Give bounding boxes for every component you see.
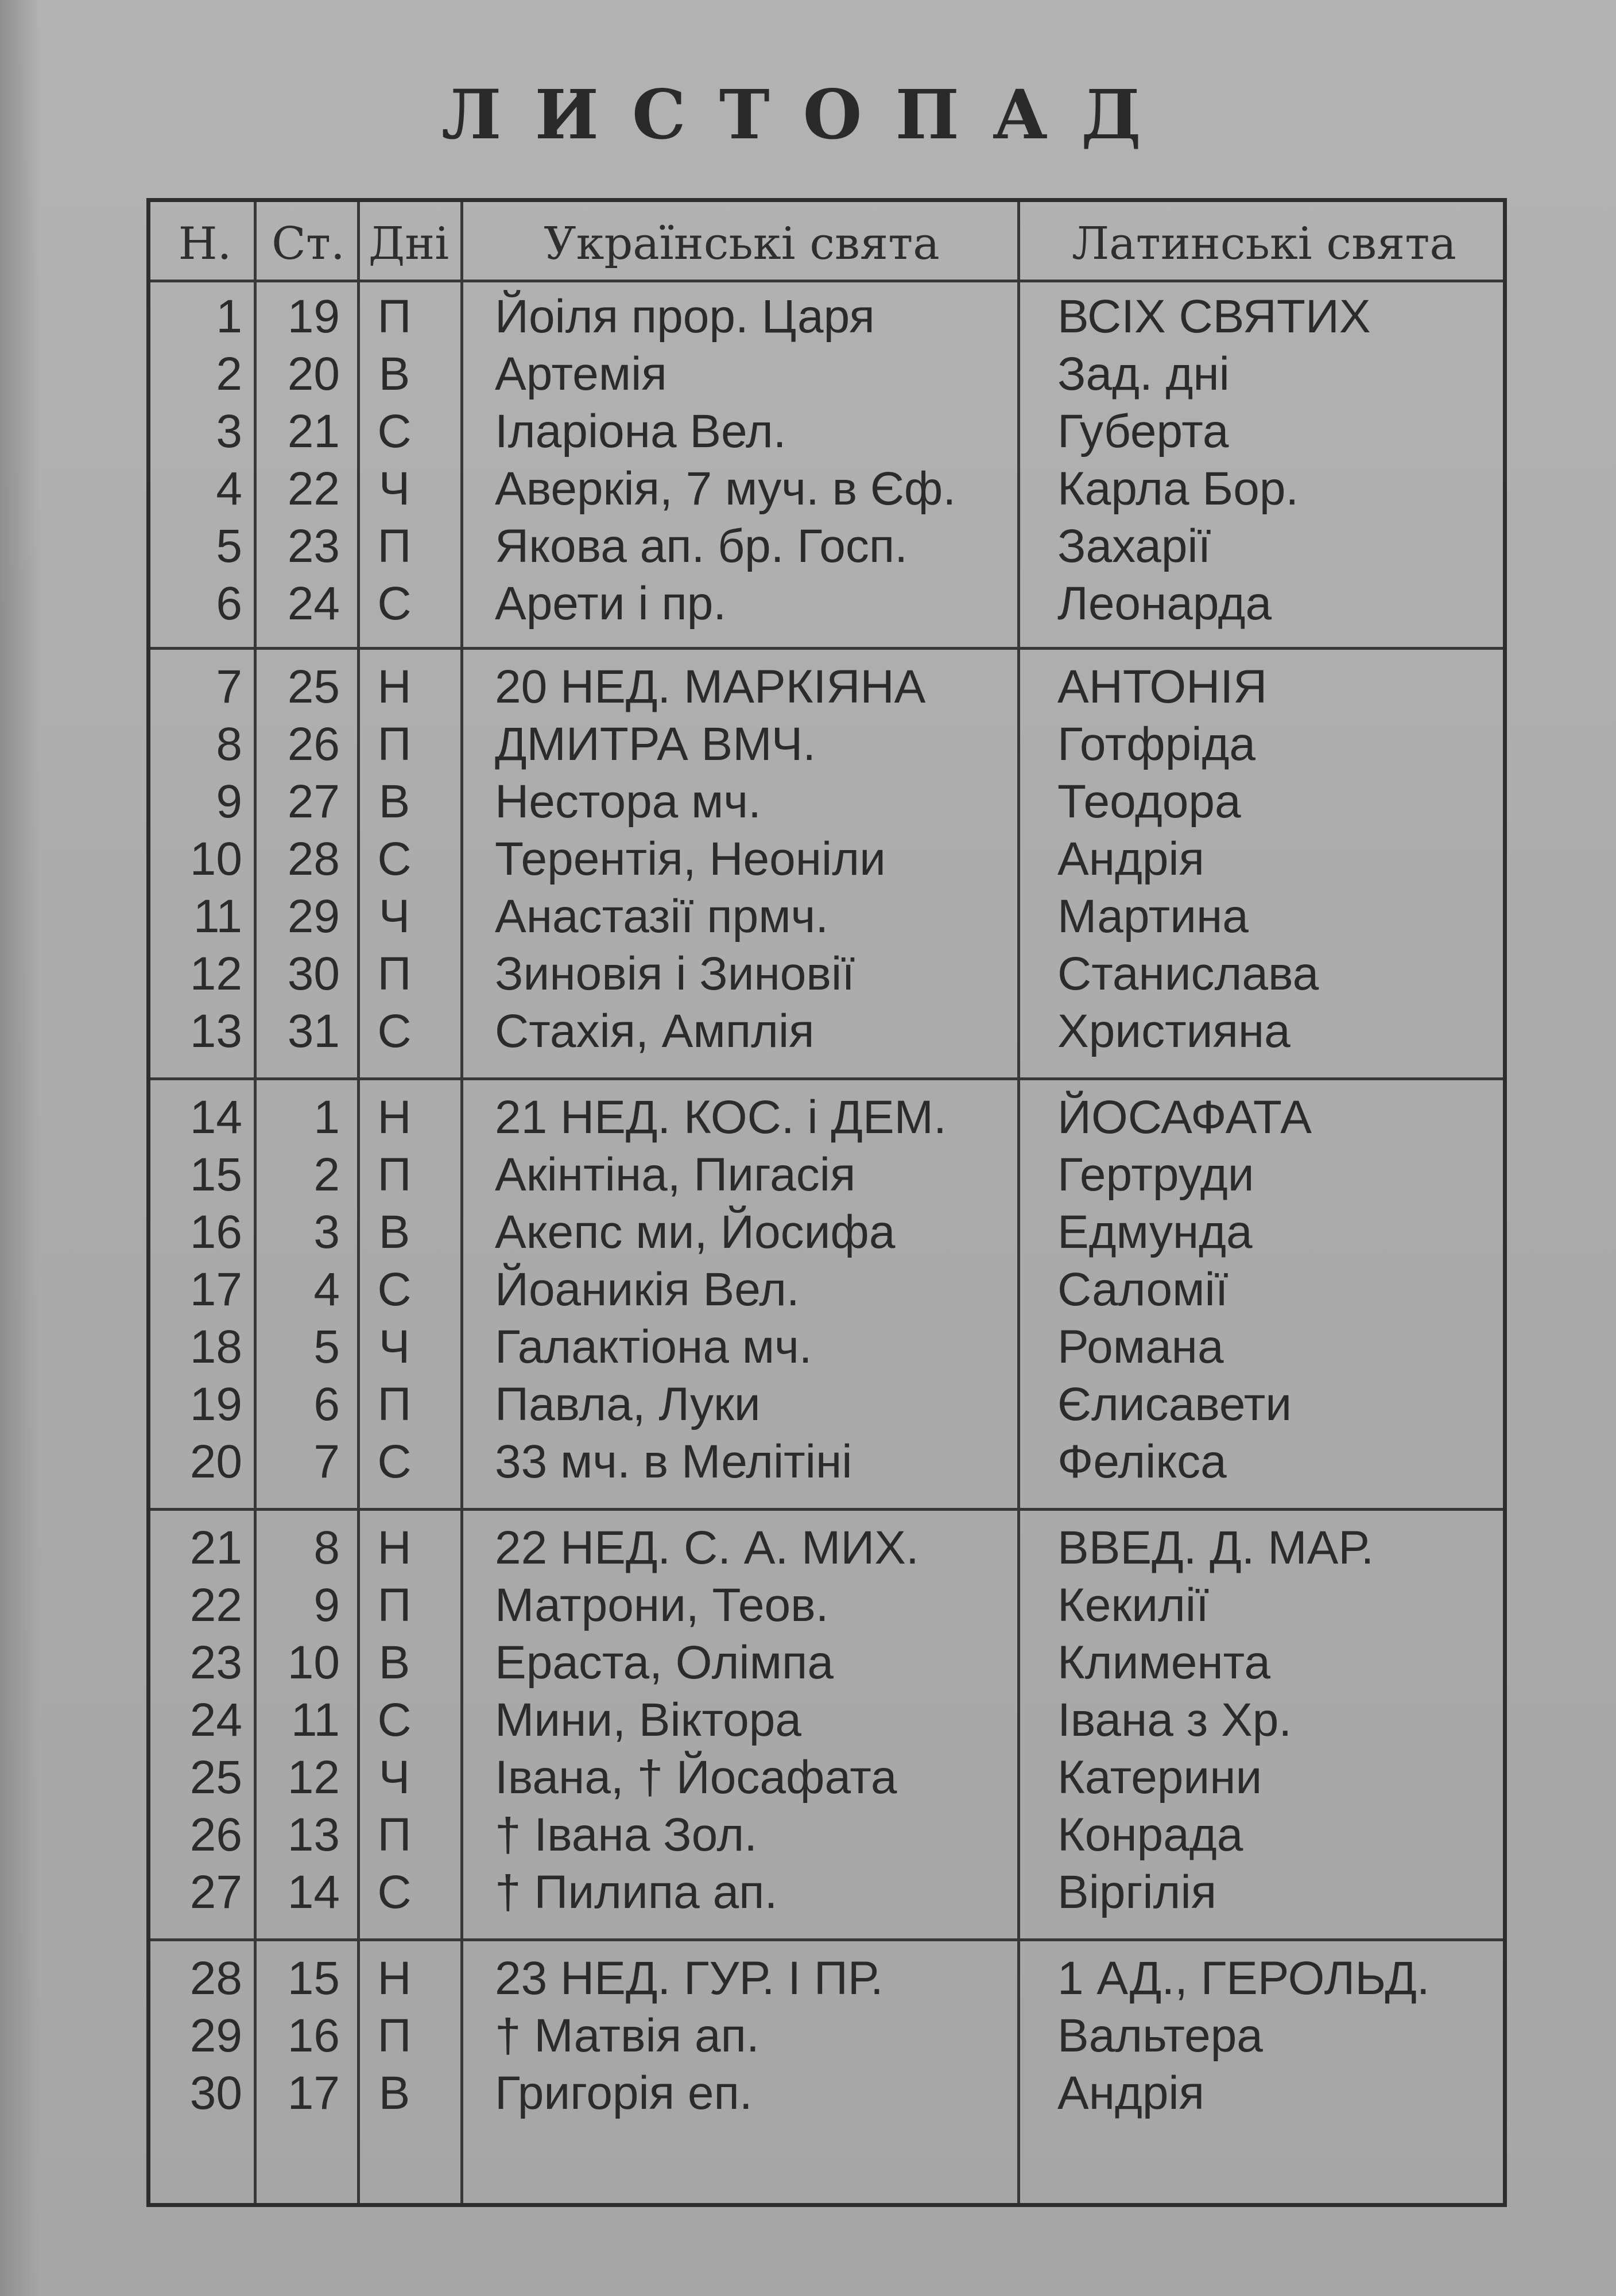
cell-weekday: Ч [378, 890, 410, 943]
cell-date-new: 20 [189, 1436, 242, 1488]
cell-date-new: 17 [189, 1263, 242, 1316]
cell-date-new: 18 [189, 1321, 242, 1373]
cell-ukrainian-feast: 23 НЕД. ГУР. І ПР. [495, 1952, 883, 2004]
cell-latin-feast: Андрія [1057, 2067, 1205, 2119]
cell-date-old: 1 [313, 1091, 340, 1143]
cell-date-old: 27 [287, 775, 340, 828]
cell-date-new: 14 [189, 1091, 242, 1143]
cell-date-old: 31 [287, 1005, 340, 1057]
cell-latin-feast: Зад. дні [1057, 348, 1230, 400]
cell-weekday: Н [377, 1522, 412, 1574]
cell-date-new: 21 [189, 1522, 242, 1574]
table-row [150, 1864, 1503, 1921]
cell-weekday: П [377, 1378, 412, 1430]
cell-date-old: 12 [287, 1751, 340, 1804]
cell-date-old: 29 [287, 890, 340, 943]
week-divider-1 [150, 647, 1503, 650]
cell-latin-feast: Мартина [1057, 890, 1249, 943]
cell-date-new: 1 [216, 290, 242, 343]
cell-weekday: Ч [378, 1751, 410, 1804]
cell-weekday: С [377, 833, 412, 885]
cell-ukrainian-feast: Галактіона мч. [495, 1321, 812, 1373]
cell-date-new: 3 [216, 405, 242, 457]
cell-date-new: 5 [216, 520, 242, 572]
table-row [150, 1519, 1503, 1577]
cell-weekday: В [378, 348, 410, 400]
cell-date-new: 15 [189, 1149, 242, 1201]
table-row [150, 945, 1503, 1003]
cell-ukrainian-feast: Терентія, Неоніли [495, 833, 886, 885]
cell-date-new: 16 [189, 1206, 242, 1258]
cell-ukrainian-feast: Акінтіна, Пигасія [495, 1149, 856, 1201]
cell-date-old: 16 [287, 2010, 340, 2062]
cell-date-old: 19 [287, 290, 340, 343]
cell-latin-feast: Леонарда [1057, 577, 1272, 630]
cell-date-old: 2 [313, 1149, 340, 1201]
cell-date-old: 14 [287, 1866, 340, 1918]
table-row [150, 1634, 1503, 1692]
table-row [150, 1146, 1503, 1204]
cell-date-new: 6 [216, 577, 242, 630]
cell-date-old: 30 [287, 948, 340, 1000]
cell-ukrainian-feast: Якова ап. бр. Госп. [495, 520, 908, 572]
table-row [150, 1089, 1503, 1146]
table-row [150, 1577, 1503, 1634]
cell-ukrainian-feast: † Матвія ап. [495, 2010, 759, 2062]
cell-ukrainian-feast: Йоіля прор. Царя [495, 290, 875, 343]
cell-date-old: 11 [290, 1694, 340, 1746]
cell-latin-feast: Конрада [1057, 1809, 1243, 1861]
cell-weekday: С [377, 1263, 412, 1316]
cell-latin-feast: Теодора [1057, 775, 1241, 828]
header-days: Дні [368, 218, 449, 270]
cell-ukrainian-feast: Арети і пр. [495, 577, 727, 630]
cell-weekday: П [377, 1579, 412, 1631]
cell-date-new: 23 [189, 1636, 242, 1689]
cell-date-new: 10 [189, 833, 242, 885]
cell-date-old: 6 [313, 1378, 340, 1430]
table-row [150, 1204, 1503, 1261]
cell-date-old: 25 [287, 661, 340, 713]
cell-date-new: 12 [189, 948, 242, 1000]
cell-date-new: 29 [189, 2010, 242, 2062]
week-divider-3 [150, 1508, 1503, 1511]
cell-latin-feast: ВСІХ СВЯТИХ [1057, 290, 1371, 343]
cell-ukrainian-feast: † Пилипа ап. [495, 1866, 778, 1918]
cell-weekday: П [377, 1809, 412, 1861]
week-divider-4 [150, 1938, 1503, 1941]
cell-latin-feast: Івана з Хр. [1057, 1694, 1292, 1746]
cell-weekday: С [377, 1005, 412, 1057]
table-row [150, 888, 1503, 945]
cell-ukrainian-feast: Акепс ми, Йосифа [495, 1206, 896, 1258]
cell-weekday: С [377, 1694, 412, 1746]
header-st: Ст. [272, 218, 345, 270]
cell-date-new: 4 [216, 463, 242, 515]
cell-ukrainian-feast: Артемія [495, 348, 667, 400]
cell-weekday: Н [377, 1952, 412, 2004]
cell-date-old: 15 [287, 1952, 340, 2004]
cell-latin-feast: Катерини [1057, 1751, 1262, 1804]
page-edge-shadow [0, 0, 40, 2296]
cell-date-new: 28 [189, 1952, 242, 2004]
cell-date-new: 9 [216, 775, 242, 828]
cell-weekday: С [377, 1866, 412, 1918]
cell-weekday: Н [377, 661, 412, 713]
cell-weekday: В [378, 1206, 410, 1258]
cell-latin-feast: Захарії [1057, 520, 1211, 572]
cell-date-new: 13 [189, 1005, 242, 1057]
cell-date-new: 26 [189, 1809, 242, 1861]
table-row [150, 1749, 1503, 1806]
cell-weekday: В [378, 2067, 410, 2119]
cell-weekday: П [377, 718, 412, 770]
cell-latin-feast: Готфріда [1057, 718, 1256, 770]
cell-date-new: 7 [216, 661, 242, 713]
cell-weekday: В [378, 1636, 410, 1689]
cell-date-new: 30 [189, 2067, 242, 2119]
cell-latin-feast: ВВЕД. Д. МАР. [1057, 1522, 1374, 1574]
table-row [150, 2007, 1503, 2065]
cell-latin-feast: ЙОСАФАТА [1057, 1091, 1312, 1143]
cell-ukrainian-feast: Григорія еп. [495, 2067, 753, 2119]
cell-latin-feast: Андрія [1057, 833, 1205, 885]
table-row [150, 346, 1503, 403]
cell-date-old: 10 [287, 1636, 340, 1689]
table-row [150, 1318, 1503, 1376]
cell-ukrainian-feast: 33 мч. в Мелітіні [495, 1436, 852, 1488]
cell-ukrainian-feast: Іларіона Вел. [495, 405, 786, 457]
cell-date-old: 28 [287, 833, 340, 885]
cell-ukrainian-feast: Павла, Луки [495, 1378, 761, 1430]
cell-ukrainian-feast: Йоаникія Вел. [495, 1263, 800, 1316]
cell-date-old: 7 [313, 1436, 340, 1488]
cell-date-old: 8 [313, 1522, 340, 1574]
cell-date-old: 5 [313, 1321, 340, 1373]
cell-date-new: 22 [189, 1579, 242, 1631]
table-row [150, 1692, 1503, 1749]
cell-weekday: С [377, 405, 412, 457]
cell-latin-feast: Віргілія [1057, 1866, 1217, 1918]
table-row [150, 1806, 1503, 1864]
cell-ukrainian-feast: Анастазії прмч. [495, 890, 829, 943]
cell-ukrainian-feast: 20 НЕД. МАРКІЯНА [495, 661, 926, 713]
cell-date-new: 24 [189, 1694, 242, 1746]
cell-ukrainian-feast: Мини, Віктора [495, 1694, 801, 1746]
cell-ukrainian-feast: † Івана Зол. [495, 1809, 758, 1861]
cell-weekday: Ч [378, 463, 410, 515]
cell-weekday: С [377, 1436, 412, 1488]
table-row [150, 773, 1503, 831]
cell-latin-feast: Християна [1057, 1005, 1291, 1057]
cell-latin-feast: Фелікса [1057, 1436, 1227, 1488]
cell-date-new: 27 [189, 1866, 242, 1918]
header-n: Н. [178, 218, 232, 270]
cell-weekday: Ч [378, 1321, 410, 1373]
table-row [150, 2065, 1503, 2122]
cell-date-new: 19 [189, 1378, 242, 1430]
table-row [150, 658, 1503, 716]
cell-ukrainian-feast: Аверкія, 7 муч. в Єф. [495, 463, 956, 515]
cell-latin-feast: Едмунда [1057, 1206, 1253, 1258]
header-divider [150, 280, 1503, 282]
cell-date-new: 25 [189, 1751, 242, 1804]
cell-weekday: П [377, 520, 412, 572]
table-row [150, 1261, 1503, 1318]
cell-date-old: 24 [287, 577, 340, 630]
table-row [150, 1950, 1503, 2007]
table-row [150, 1376, 1503, 1433]
cell-date-old: 23 [287, 520, 340, 572]
cell-latin-feast: Гертруди [1057, 1149, 1254, 1201]
cell-date-old: 22 [287, 463, 340, 515]
cell-latin-feast: Станислава [1057, 948, 1319, 1000]
cell-ukrainian-feast: Зиновія і Зиновії [495, 948, 855, 1000]
table-row [150, 1003, 1503, 1060]
cell-date-new: 11 [193, 890, 242, 943]
cell-latin-feast: АНТОНІЯ [1057, 661, 1268, 713]
cell-latin-feast: Климента [1057, 1636, 1270, 1689]
table-row [150, 403, 1503, 460]
table-row [150, 288, 1503, 346]
cell-ukrainian-feast: Нестора мч. [495, 775, 761, 828]
cell-latin-feast: Саломії [1057, 1263, 1229, 1316]
cell-ukrainian-feast: 22 НЕД. С. А. МИХ. [495, 1522, 919, 1574]
cell-date-old: 9 [313, 1579, 340, 1631]
table-row [150, 518, 1503, 575]
cell-date-old: 13 [287, 1809, 340, 1861]
cell-date-old: 3 [313, 1206, 340, 1258]
table-row [150, 575, 1503, 633]
table-row [150, 831, 1503, 888]
cell-ukrainian-feast: ДМИТРА ВМЧ. [495, 718, 816, 770]
cell-date-old: 4 [313, 1263, 340, 1316]
cell-weekday: В [378, 775, 410, 828]
table-row [150, 716, 1503, 773]
cell-date-new: 8 [216, 718, 242, 770]
header-latin: Латинські свята [1072, 218, 1456, 270]
cell-latin-feast: Романа [1057, 1321, 1224, 1373]
calendar-table [146, 198, 1507, 2207]
cell-latin-feast: Карла Бор. [1057, 463, 1299, 515]
cell-date-old: 20 [287, 348, 340, 400]
cell-latin-feast: Кекилії [1057, 1579, 1209, 1631]
cell-weekday: П [377, 290, 412, 343]
cell-ukrainian-feast: Стахія, Амплія [495, 1005, 815, 1057]
cell-latin-feast: 1 АД., ГЕРОЛЬД. [1057, 1952, 1430, 2004]
table-row [150, 1433, 1503, 1491]
cell-ukrainian-feast: Матрони, Теов. [495, 1579, 829, 1631]
cell-weekday: П [377, 948, 412, 1000]
header-ukrainian: Українські свята [544, 218, 940, 270]
cell-date-new: 2 [216, 348, 242, 400]
cell-ukrainian-feast: 21 НЕД. КОС. і ДЕМ. [495, 1091, 947, 1143]
cell-date-old: 17 [287, 2067, 340, 2119]
cell-weekday: П [377, 2010, 412, 2062]
cell-ukrainian-feast: Івана, † Йосафата [495, 1751, 897, 1804]
cell-weekday: С [377, 577, 412, 630]
week-divider-2 [150, 1077, 1503, 1080]
cell-date-old: 21 [287, 405, 340, 457]
page-title: ЛИСТОПАД [441, 75, 1175, 154]
cell-ukrainian-feast: Ераста, Олімпа [495, 1636, 834, 1689]
table-row [150, 460, 1503, 518]
cell-latin-feast: Вальтера [1057, 2010, 1263, 2062]
cell-date-old: 26 [287, 718, 340, 770]
cell-weekday: П [377, 1149, 412, 1201]
cell-latin-feast: Губерта [1057, 405, 1229, 457]
cell-weekday: Н [377, 1091, 412, 1143]
cell-latin-feast: Єлисавети [1057, 1378, 1292, 1430]
